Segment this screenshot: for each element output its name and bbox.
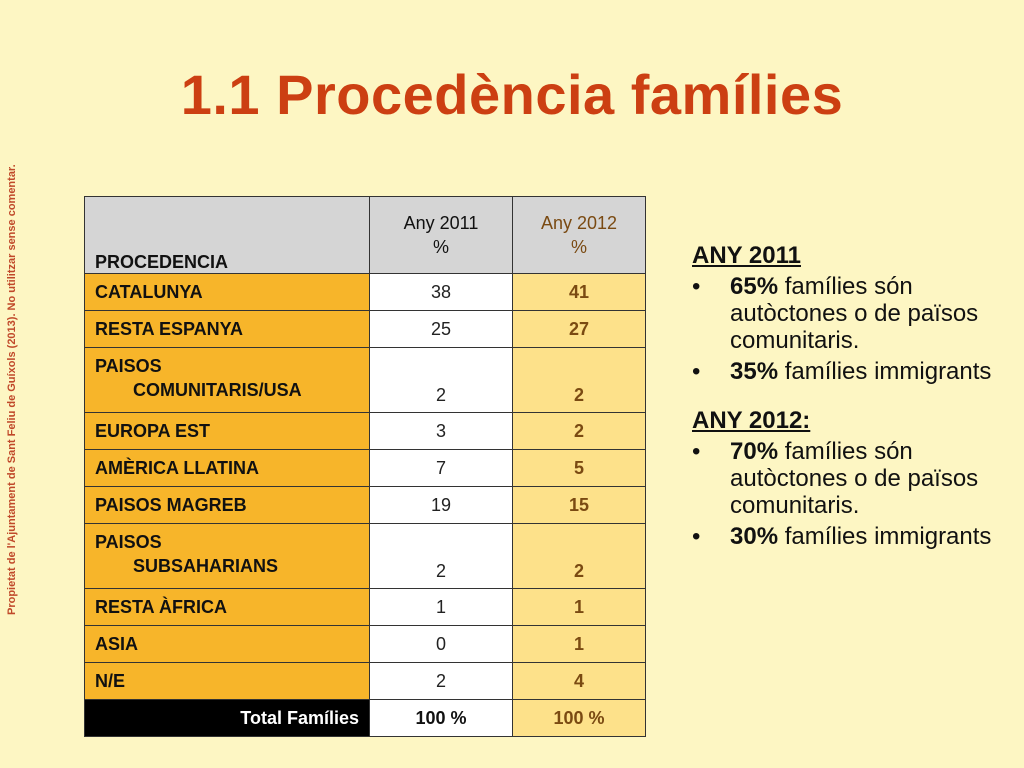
row-label: N/E (85, 663, 370, 700)
value-2011: 2 (370, 524, 513, 589)
header-year-2011 (370, 197, 513, 274)
row-label: ASIA (85, 626, 370, 663)
bullet-percent: 35% (730, 358, 779, 385)
row-label: RESTA ESPANYA (85, 311, 370, 348)
origin-table (84, 196, 646, 737)
bullet-text: famílies són autòctones o de països comunitaris. (730, 273, 979, 354)
table-row (85, 311, 646, 348)
table-row (85, 413, 646, 450)
row-label: RESTA ÀFRICA (85, 589, 370, 626)
summary-2011-list (692, 273, 992, 385)
total-2011: 100 % (370, 700, 513, 737)
row-label: AMÈRICA LLATINA (85, 450, 370, 487)
header-2011-label: Any 2011 (403, 213, 479, 233)
bullet-percent: 70% (730, 438, 779, 465)
table-header-row (85, 197, 646, 274)
row-label: PAISOS MAGREB (85, 487, 370, 524)
header-2012-unit: % (570, 237, 587, 257)
value-2011: 38 (370, 274, 513, 311)
table-row (85, 663, 646, 700)
row-label-line2: SUBSAHARIANS (133, 556, 279, 576)
summary-bullet (692, 523, 992, 550)
value-2012: 4 (513, 663, 646, 700)
summary-panel (692, 242, 992, 572)
row-label-line1: PAISOS (95, 356, 162, 376)
bullet-icon: • (692, 523, 701, 550)
table-row (85, 348, 646, 413)
header-2012-label: Any 2012 (540, 213, 618, 233)
value-2012: 1 (513, 589, 646, 626)
bullet-percent: 30% (730, 523, 779, 550)
row-label-line1: PAISOS (95, 532, 162, 552)
summary-bullet (692, 273, 992, 354)
value-2012: 1 (513, 626, 646, 663)
value-2012: 27 (513, 311, 646, 348)
bullet-percent: 65% (730, 273, 779, 300)
table-row (85, 589, 646, 626)
summary-2011-heading: ANY 2011 (692, 242, 801, 269)
value-2011: 2 (370, 663, 513, 700)
value-2011: 25 (370, 311, 513, 348)
total-2012: 100 % (513, 700, 646, 737)
value-2012: 15 (513, 487, 646, 524)
header-year-2012 (513, 197, 646, 274)
table-row (85, 487, 646, 524)
header-procedencia: PROCEDENCIA (85, 197, 370, 274)
value-2011: 7 (370, 450, 513, 487)
summary-2012-list (692, 438, 992, 550)
row-label: EUROPA EST (85, 413, 370, 450)
value-2011: 0 (370, 626, 513, 663)
header-2011-unit: % (432, 237, 449, 257)
total-row (85, 700, 646, 737)
value-2011: 19 (370, 487, 513, 524)
value-2011: 1 (370, 589, 513, 626)
value-2011: 2 (370, 348, 513, 413)
row-label: CATALUNYA (85, 274, 370, 311)
table-row (85, 626, 646, 663)
summary-2012-heading: ANY 2012: (692, 407, 811, 434)
table-row (85, 450, 646, 487)
bullet-text: famílies són autòctones o de països comunitaris. (730, 438, 979, 519)
table-row (85, 524, 646, 589)
copyright-side-note: Propietat de l'Ajuntament de Sant Feliu de Guíxols (2013). No utilitzar sense comentar. (6, 164, 18, 616)
value-2012: 2 (513, 413, 646, 450)
value-2012: 41 (513, 274, 646, 311)
row-label (85, 524, 370, 589)
row-label (85, 348, 370, 413)
table-row (85, 274, 646, 311)
total-label: Total Famílies (85, 700, 370, 737)
value-2012: 5 (513, 450, 646, 487)
value-2012: 2 (513, 348, 646, 413)
value-2011: 3 (370, 413, 513, 450)
bullet-icon: • (692, 438, 701, 465)
bullet-text: famílies immigrants (778, 523, 992, 550)
bullet-icon: • (692, 358, 701, 385)
bullet-icon: • (692, 273, 701, 300)
value-2012: 2 (513, 524, 646, 589)
row-label-line2: COMUNITARIS/USA (133, 380, 302, 400)
summary-bullet (692, 438, 992, 519)
summary-bullet (692, 358, 992, 385)
slide-title: 1.1 Procedència famílies (180, 63, 844, 126)
bullet-text: famílies immigrants (778, 358, 992, 385)
